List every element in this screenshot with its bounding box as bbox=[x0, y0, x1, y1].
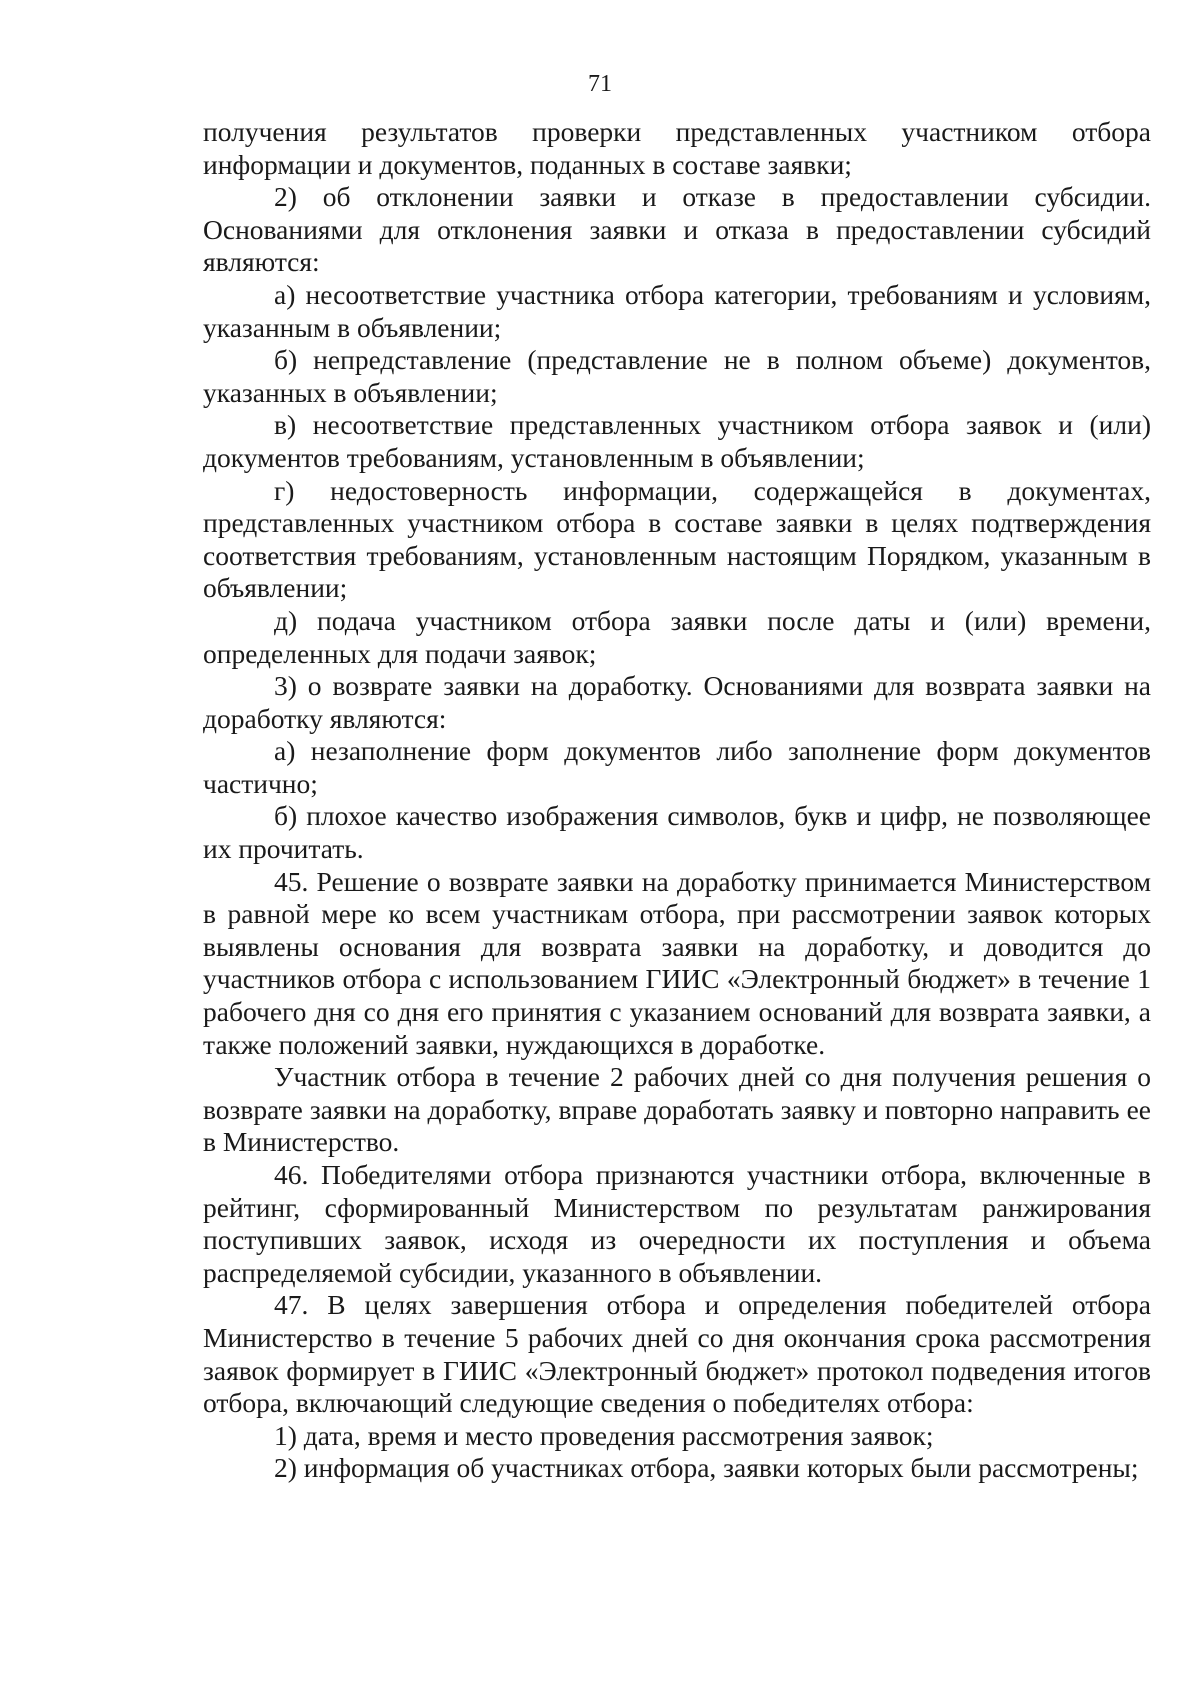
paragraph: 1) дата, время и место проведения рассмотрения заявок; bbox=[274, 1419, 934, 1451]
paragraph: д) подача участником отбора заявки после даты и (или) времени, определенных для подачи заявок; bbox=[203, 604, 1151, 669]
paragraph: а) незаполнение форм документов либо заполнение форм документов частично; bbox=[203, 735, 1151, 799]
paragraph: 2) информация об участниках отбора, заявки которых были рассмотрены; bbox=[274, 1452, 1139, 1484]
paragraph: 46. Победителями отбора признаются участники отбора, включенные в рейтинг, сформированный Министерством по результатам ранжирования поступивших заявок, исходя из очередности их поступления и объема распределяемой субсидии, указанного в объявлении. bbox=[203, 1159, 1151, 1288]
paragraph: 2) об отклонении заявки и отказе в предоставлении субсидии. Основаниями для отклонения заявки и отказа в предоставлении субсидий являются: bbox=[203, 181, 1151, 278]
paragraph: в) несоответствие представленных участником отбора заявок и (или) документов требованиям, установленным в объявлении; bbox=[203, 409, 1151, 473]
paragraph: г) недостоверность информации, содержащейся в документах, представленных участником отбора в составе заявки в целях подтверждения соответствия требованиям, установленным настоящим Порядком, указанным в объявлении; bbox=[203, 474, 1151, 604]
paragraph: б) плохое качество изображения символов, букв и цифр, не позволяющее их прочитать. bbox=[203, 800, 1151, 865]
paragraph: а) несоответствие участника отбора категории, требованиям и условиям, указанным в объявлении; bbox=[203, 278, 1151, 343]
paragraph: 47. В целях завершения отбора и определения победителей отбора Министерство в течение 5 рабочих дней со дня окончания срока рассмотрения заявок формирует в ГИИС «Электронный бюджет» протокол подведения итогов отбора, включающий следующие сведения о победителях отбора: bbox=[203, 1289, 1151, 1419]
paragraph: 45. Решение о возврате заявки на доработку принимается Министерством в равной мере ко всем участникам отбора, при рассмотрении заявок которых выявлены основания для возврата заявки на доработку, и доводится до участников отбора с использованием ГИИС «Электронный бюджет» в течение 1 рабочего дня со дня его принятия с указанием оснований для возврата заявки, а также положений заявки, нуждающихся в доработке. bbox=[203, 865, 1151, 1060]
document-body bbox=[203, 116, 1151, 1485]
paragraph: б) непредставление (представление не в полном объеме) документов, указанных в объявлении; bbox=[203, 344, 1151, 408]
paragraph: Участник отбора в течение 2 рабочих дней со дня получения решения о возврате заявки на доработку, вправе доработать заявку и повторно направить ее в Министерство. bbox=[203, 1061, 1151, 1158]
paragraph: 3) о возврате заявки на доработку. Основаниями для возврата заявки на доработку являются: bbox=[203, 670, 1151, 734]
page-number: 71 bbox=[588, 71, 612, 97]
paragraph: получения результатов проверки представленных участником отбора информации и документов, поданных в составе заявки; bbox=[203, 116, 1151, 180]
